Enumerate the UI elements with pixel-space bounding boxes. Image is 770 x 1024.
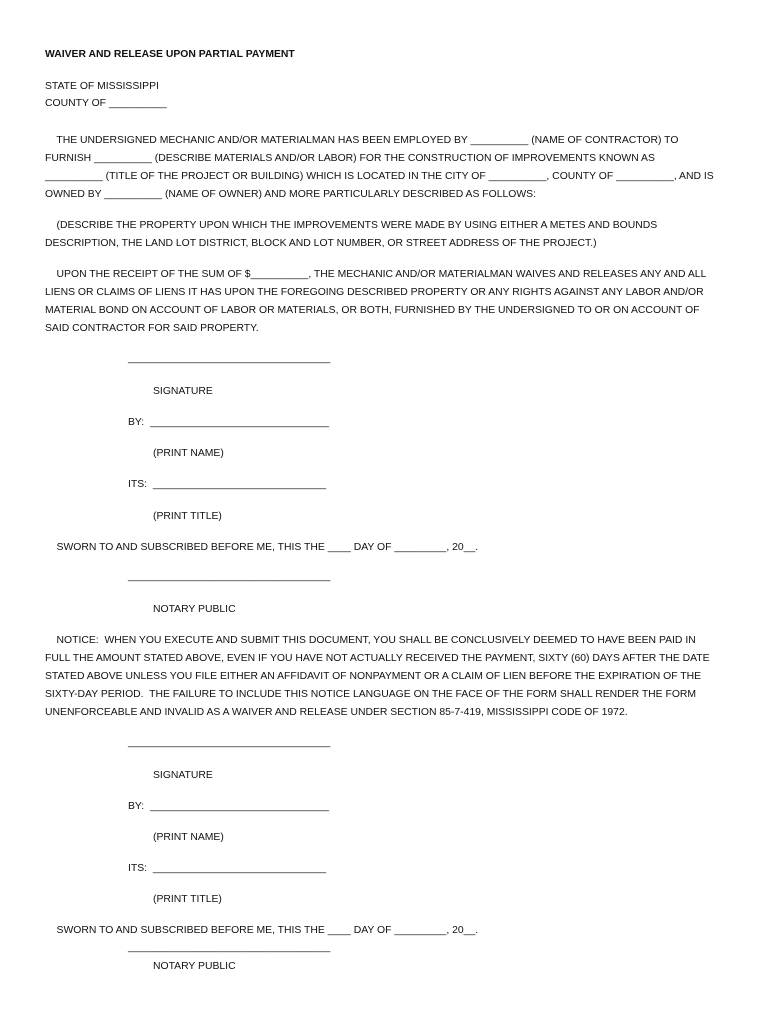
paragraph-line: STATED ABOVE UNLESS YOU FILE EITHER AN AFFIDAVIT OF NONPAYMENT OR A CLAIM OF LIEN BEFORE THE EXPIRATION OF THE bbox=[45, 671, 702, 682]
signature-label: SIGNATURE bbox=[153, 770, 213, 781]
paragraph-line: LIENS OR CLAIMS OF LIENS IT HAS UPON THE FOREGOING DESCRIBED PROPERTY OR ANY RIGHTS AGAINST ANY LABOR AND/OR bbox=[45, 287, 704, 298]
paragraph-line: UNENFORCEABLE AND INVALID AS A WAIVER AND RELEASE UNDER SECTION 85-7-419, MISSISSIPPI CODE OF 1972. bbox=[45, 707, 628, 718]
paragraph-line: __________ (TITLE OF THE PROJECT OR BUILDING) WHICH IS LOCATED IN THE CITY OF __________, COUNTY OF __________, AND IS bbox=[45, 171, 714, 182]
signature-line: ___________________________________ bbox=[128, 353, 331, 364]
notary-public-label: NOTARY PUBLIC bbox=[153, 961, 236, 972]
notary-public-label: NOTARY PUBLIC bbox=[153, 604, 236, 615]
its-line: ITS: ______________________________ bbox=[128, 863, 327, 874]
by-line: BY: _______________________________ bbox=[128, 801, 330, 812]
paragraph-line: NOTICE: WHEN YOU EXECUTE AND SUBMIT THIS DOCUMENT, YOU SHALL BE CONCLUSIVELY DEEMED TO HAVE BEEN PAID IN bbox=[45, 635, 696, 646]
print-name-label: (PRINT NAME) bbox=[153, 448, 224, 459]
paragraph-line: FURNISH __________ (DESCRIBE MATERIALS AND/OR LABOR) FOR THE CONSTRUCTION OF IMPROVEMENTS KNOWN AS bbox=[45, 153, 655, 164]
state-line: STATE OF MISSISSIPPI bbox=[45, 81, 159, 92]
paragraph-line: SAID CONTRACTOR FOR SAID PROPERTY. bbox=[45, 323, 259, 334]
notary-signature-line: ___________________________________ bbox=[128, 942, 331, 953]
sworn-line: SWORN TO AND SUBSCRIBED BEFORE ME, THIS THE ____ DAY OF _________, 20__. bbox=[45, 925, 479, 936]
paragraph-line: MATERIAL BOND ON ACCOUNT OF LABOR OR MATERIALS, OR BOTH, FURNISHED BY THE UNDERSIGNED TO OR ON ACCOUNT OF bbox=[45, 305, 700, 316]
print-title-label: (PRINT TITLE) bbox=[153, 894, 222, 905]
sworn-line: SWORN TO AND SUBSCRIBED BEFORE ME, THIS THE ____ DAY OF _________, 20__. bbox=[45, 542, 479, 553]
signature-line: ___________________________________ bbox=[128, 737, 331, 748]
document-title: WAIVER AND RELEASE UPON PARTIAL PAYMENT bbox=[45, 49, 295, 60]
paragraph-line: SIXTY-DAY PERIOD. THE FAILURE TO INCLUDE THIS NOTICE LANGUAGE ON THE FACE OF THE FORM SHALL RENDER THE FORM bbox=[45, 689, 697, 700]
paragraph-line: DESCRIPTION, THE LAND LOT DISTRICT, BLOCK AND LOT NUMBER, OR STREET ADDRESS OF THE PROJECT.) bbox=[45, 238, 597, 249]
paragraph-line: (DESCRIBE THE PROPERTY UPON WHICH THE IMPROVEMENTS WERE MADE BY USING EITHER A METES AND BOUNDS bbox=[45, 220, 658, 231]
paragraph-line: UPON THE RECEIPT OF THE SUM OF $__________, THE MECHANIC AND/OR MATERIALMAN WAIVES AND RELEASES ANY AND ALL bbox=[45, 269, 707, 280]
county-line: COUNTY OF __________ bbox=[45, 98, 167, 109]
signature-label: SIGNATURE bbox=[153, 386, 213, 397]
paragraph-line: FULL THE AMOUNT STATED ABOVE, EVEN IF YOU HAVE NOT ACTUALLY RECEIVED THE PAYMENT, SIXTY (60) DAYS AFTER THE DATE bbox=[45, 653, 710, 664]
print-name-label: (PRINT NAME) bbox=[153, 832, 224, 843]
its-line: ITS: ______________________________ bbox=[128, 479, 327, 490]
print-title-label: (PRINT TITLE) bbox=[153, 511, 222, 522]
by-line: BY: _______________________________ bbox=[128, 417, 330, 428]
paragraph-line: THE UNDERSIGNED MECHANIC AND/OR MATERIALMAN HAS BEEN EMPLOYED BY __________ (NAME OF CONTRACTOR) TO bbox=[45, 135, 679, 146]
notary-signature-line: ___________________________________ bbox=[128, 571, 331, 582]
paragraph-line: OWNED BY __________ (NAME OF OWNER) AND MORE PARTICULARLY DESCRIBED AS FOLLOWS: bbox=[45, 189, 536, 200]
